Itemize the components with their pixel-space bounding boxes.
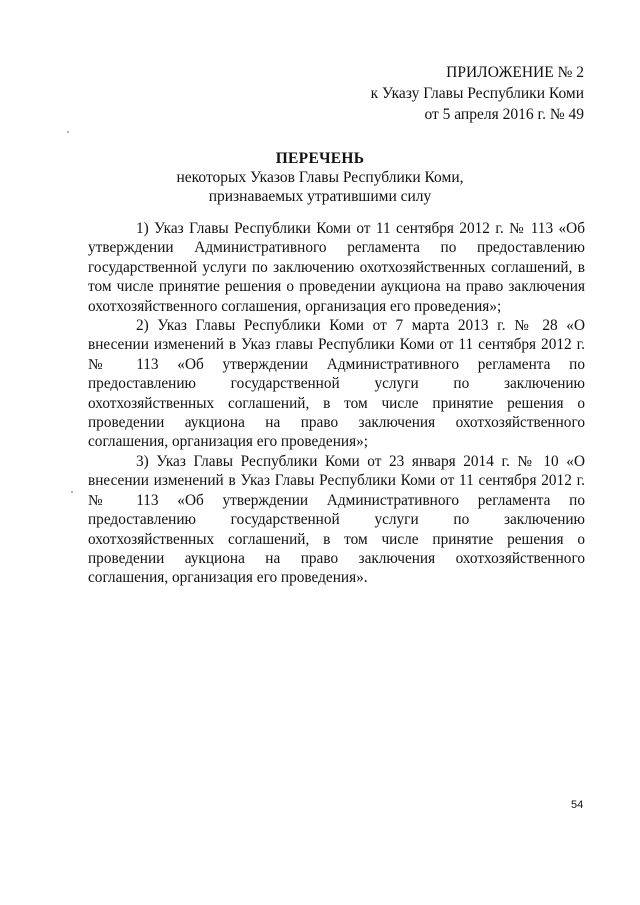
title-subtitle-continued: признаваемых утратившими силу <box>208 188 432 205</box>
decree-list <box>88 219 585 588</box>
document-title <box>0 149 640 206</box>
appendix-decree-ref: к Указу Главы Республики Коми <box>370 85 584 102</box>
title-heading: ПЕРЕЧЕНЬ <box>275 150 365 167</box>
decree-item-3: 3) Указ Главы Республики Коми от 23 января 2014 г. № 10 «О внесении изменений в Указ Главы Республики Коми от 11 сентября 2012 г. № 113 «Об утверждении Административного регламента по предоставлению государственной услуги по заключению охотхозяйственных соглашений, в том числе принятие решения о проведении аукциона на право заключения охотхозяйственного соглашения, организация его проведения». <box>88 452 585 587</box>
scan-speck <box>71 491 73 493</box>
scan-speck <box>67 131 69 133</box>
appendix-decree-date: от 5 апреля 2016 г. № 49 <box>424 106 584 123</box>
decree-item-1: 1) Указ Главы Республики Коми от 11 сентября 2012 г. № 113 «Об утверждении Административного регламента по предоставлению государственной услуги по заключению охотхозяйственных соглашений, в том числе принятие решения о проведении аукциона на право заключения охотхозяйственного соглашения, организация его проведения»; <box>88 220 585 315</box>
title-subtitle: некоторых Указов Главы Республики Коми, <box>176 169 464 186</box>
decree-item-2: 2) Указ Главы Республики Коми от 7 марта 2013 г. № 28 «О внесении изменений в Указ главы Республики Коми от 11 сентября 2012 г. № 113 «Об утверждении Административного регламента по предоставлению государственной услуги по заключению охотхозяйственных соглашений, в том числе принятие решения о проведении аукциона на право заключения охотхозяйственного соглашения, организация его проведения»; <box>88 317 585 451</box>
appendix-header <box>371 62 584 125</box>
appendix-number: ПРИЛОЖЕНИЕ № 2 <box>446 64 584 81</box>
page-number: 54 <box>571 799 584 811</box>
